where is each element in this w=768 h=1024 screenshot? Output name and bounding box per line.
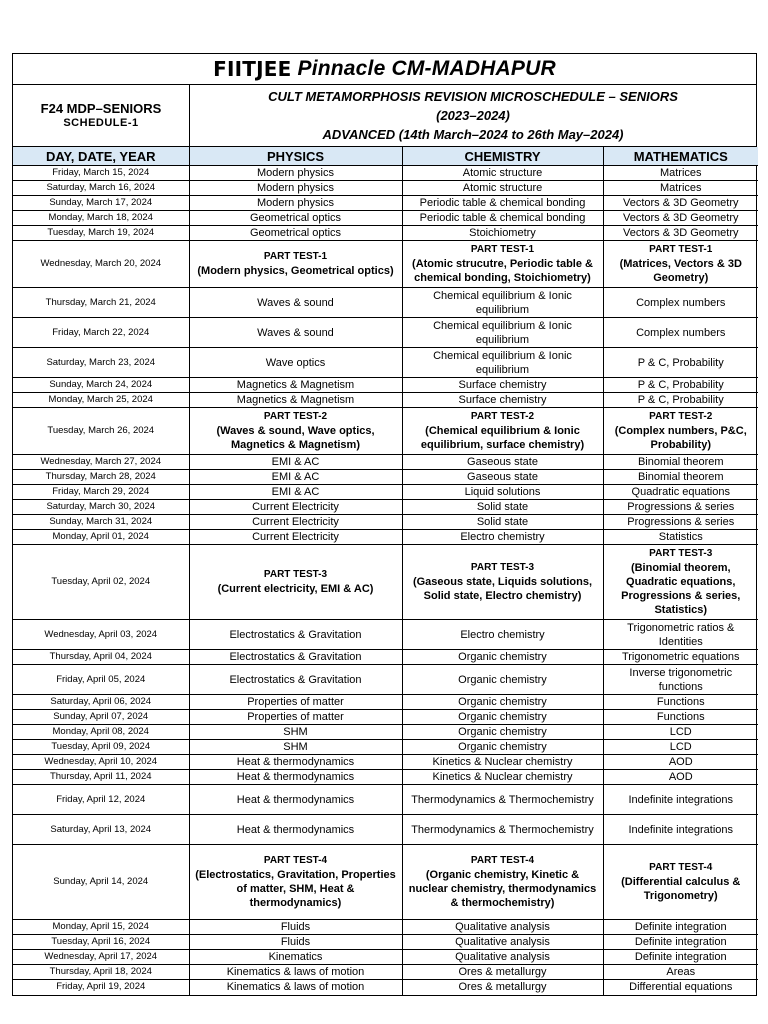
part-test-label: PART TEST-3 — [649, 548, 713, 559]
table-row — [13, 815, 758, 845]
part-test-label: PART TEST-4 — [263, 855, 328, 866]
physics-cell: SHM — [189, 725, 402, 740]
chemistry-cell — [402, 545, 603, 620]
part-test-label: PART TEST-2 — [263, 411, 328, 422]
math-cell: Definite integration — [603, 950, 758, 965]
column-header-date: DAY, DATE, YEAR — [13, 147, 189, 166]
physics-cell: EMI & AC — [189, 485, 402, 500]
date-cell: Friday, March 29, 2024 — [13, 485, 189, 500]
part-test-topics: (Complex numbers, P&C, Probability) — [614, 425, 747, 451]
academic-year: (2023–2024) — [436, 108, 510, 123]
math-cell: Matrices — [603, 166, 758, 181]
date-cell: Saturday, April 06, 2024 — [13, 695, 189, 710]
chemistry-cell: Chemical equilibrium & Ionic equilibrium — [402, 288, 603, 318]
physics-cell: Waves & sound — [189, 288, 402, 318]
part-test-topics: (Gaseous state, Liquids solutions, Solid state, Electro chemistry) — [412, 576, 593, 602]
math-cell: P & C, Probability — [603, 378, 758, 393]
date-cell: Wednesday, April 03, 2024 — [13, 620, 189, 650]
date-cell: Saturday, March 30, 2024 — [13, 500, 189, 515]
table-header-row — [13, 147, 758, 166]
date-cell: Monday, April 01, 2024 — [13, 530, 189, 545]
part-test-topics: (Current electricity, EMI & AC) — [217, 583, 374, 595]
part-test-label: PART TEST-4 — [649, 862, 713, 873]
part-test-topics: (Differential calculus & Trigonometry) — [621, 876, 741, 902]
physics-cell: Heat & thermodynamics — [189, 770, 402, 785]
physics-cell — [189, 408, 402, 455]
math-cell: Functions — [603, 710, 758, 725]
chemistry-cell — [402, 408, 603, 455]
math-cell: Vectors & 3D Geometry — [603, 211, 758, 226]
physics-cell: Heat & thermodynamics — [189, 755, 402, 770]
physics-cell: Modern physics — [189, 196, 402, 211]
date-cell: Thursday, April 18, 2024 — [13, 965, 189, 980]
chemistry-cell: Kinetics & Nuclear chemistry — [402, 755, 603, 770]
chemistry-cell: Gaseous state — [402, 470, 603, 485]
date-cell: Friday, April 19, 2024 — [13, 980, 189, 995]
math-cell: Matrices — [603, 181, 758, 196]
physics-cell: Current Electricity — [189, 515, 402, 530]
part-test-topics: (Electrostatics, Gravitation, Properties of matter, SHM, Heat & thermodynamics) — [195, 869, 396, 909]
table-row — [13, 393, 758, 408]
brand-name: FIITJEE — [213, 57, 292, 81]
physics-cell: Modern physics — [189, 166, 402, 181]
date-cell: Sunday, April 14, 2024 — [13, 845, 189, 920]
chemistry-cell: Stoichiometry — [402, 226, 603, 241]
part-test-topics: (Chemical equilibrium & Ionic equilibrium, surface chemistry) — [420, 425, 585, 451]
physics-cell: Heat & thermodynamics — [189, 785, 402, 815]
math-cell: Binomial theorem — [603, 470, 758, 485]
math-cell: Vectors & 3D Geometry — [603, 226, 758, 241]
schedule-rows — [13, 166, 758, 995]
physics-cell: Kinematics & laws of motion — [189, 965, 402, 980]
math-cell: AOD — [603, 770, 758, 785]
chemistry-cell: Solid state — [402, 515, 603, 530]
math-cell: Functions — [603, 695, 758, 710]
chemistry-cell: Liquid solutions — [402, 485, 603, 500]
math-cell: Progressions & series — [603, 500, 758, 515]
chemistry-cell: Organic chemistry — [402, 725, 603, 740]
date-cell: Wednesday, April 10, 2024 — [13, 755, 189, 770]
table-row — [13, 470, 758, 485]
chemistry-cell — [402, 845, 603, 920]
chemistry-cell: Atomic structure — [402, 181, 603, 196]
chemistry-cell: Organic chemistry — [402, 710, 603, 725]
math-cell — [603, 408, 758, 455]
math-cell: Trigonometric equations — [603, 650, 758, 665]
physics-cell: Geometrical optics — [189, 226, 402, 241]
date-cell: Wednesday, March 20, 2024 — [13, 241, 189, 288]
table-row — [13, 181, 758, 196]
table-row — [13, 348, 758, 378]
table-row — [13, 785, 758, 815]
chemistry-cell: Qualitative analysis — [402, 920, 603, 935]
math-cell: Areas — [603, 965, 758, 980]
part-test-row — [13, 545, 758, 620]
physics-cell: EMI & AC — [189, 455, 402, 470]
math-cell — [603, 845, 758, 920]
physics-cell: Electrostatics & Gravitation — [189, 650, 402, 665]
chemistry-cell: Ores & metallurgy — [402, 980, 603, 995]
math-cell: Differential equations — [629, 981, 733, 994]
chemistry-cell: Organic chemistry — [402, 695, 603, 710]
table-row — [13, 288, 758, 318]
table-row — [13, 725, 758, 740]
math-cell: P & C, Probability — [603, 393, 758, 408]
table-row — [13, 935, 758, 950]
part-test-label: PART TEST-3 — [470, 562, 535, 573]
table-row — [13, 378, 758, 393]
math-cell: Complex numbers — [603, 288, 758, 318]
document-title — [13, 54, 756, 85]
physics-cell: Wave optics — [189, 348, 402, 378]
batch-name: F24 MDP–SENIORS — [40, 100, 162, 116]
math-cell: P & C, Probability — [603, 348, 758, 378]
schedule-subheader — [13, 85, 756, 147]
part-test-topics: (Matrices, Vectors & 3D Geometry) — [619, 258, 742, 284]
table-row — [13, 965, 758, 980]
schedule-table — [13, 147, 758, 995]
part-test-topics: (Modern physics, Geometrical optics) — [197, 265, 394, 277]
physics-cell: Heat & thermodynamics — [189, 815, 402, 845]
table-row — [13, 196, 758, 211]
math-cell: Statistics — [603, 530, 758, 545]
physics-cell: Fluids — [189, 920, 402, 935]
chemistry-cell: Qualitative analysis — [402, 950, 603, 965]
schedule-name: CULT METAMORPHOSIS REVISION MICROSCHEDULE – SENIORS — [268, 89, 678, 104]
chemistry-cell: Solid state — [402, 500, 603, 515]
date-cell: Friday, March 22, 2024 — [13, 318, 189, 348]
math-cell: Progressions & series — [603, 515, 758, 530]
chemistry-cell: Ores & metallurgy — [402, 965, 603, 980]
date-cell: Saturday, March 16, 2024 — [13, 181, 189, 196]
column-header-chemistry: CHEMISTRY — [402, 147, 603, 166]
date-cell: Tuesday, April 09, 2024 — [13, 740, 189, 755]
chemistry-cell: Organic chemistry — [402, 665, 603, 695]
chemistry-cell: Periodic table & chemical bonding — [402, 211, 603, 226]
chemistry-cell: Surface chemistry — [402, 378, 603, 393]
date-cell: Tuesday, April 02, 2024 — [13, 545, 189, 620]
schedule-sheet — [12, 53, 757, 996]
part-test-topics: (Organic chemistry, Kinetic & nuclear chemistry, thermodynamics & thermochemistry) — [408, 869, 597, 909]
physics-cell: Electrostatics & Gravitation — [189, 620, 402, 650]
schedule-heading — [190, 85, 756, 146]
chemistry-cell: Chemical equilibrium & Ionic equilibrium — [402, 318, 603, 348]
part-test-label: PART TEST-1 — [263, 251, 328, 262]
physics-cell: Waves & sound — [189, 318, 402, 348]
part-test-topics: (Binomial theorem, Quadratic equations, Progressions & series, Statistics) — [621, 562, 741, 616]
table-row — [13, 166, 758, 181]
date-cell: Sunday, March 17, 2024 — [13, 196, 189, 211]
math-cell — [603, 241, 758, 288]
math-cell: Quadratic equations — [603, 485, 758, 500]
part-test-label: PART TEST-1 — [649, 244, 713, 255]
math-cell: Complex numbers — [603, 318, 758, 348]
physics-cell: Electrostatics & Gravitation — [189, 665, 402, 695]
part-test-topics: (Atomic strucutre, Periodic table & chemical bonding, Stoichiometry) — [412, 258, 593, 284]
batch-label — [13, 85, 190, 146]
date-cell: Tuesday, March 26, 2024 — [13, 408, 189, 455]
date-cell: Tuesday, March 19, 2024 — [13, 226, 189, 241]
part-test-row — [13, 845, 758, 920]
part-test-label: PART TEST-1 — [470, 244, 535, 255]
table-row — [13, 710, 758, 725]
schedule-range: ADVANCED (14th March–2024 to 26th May–2024) — [322, 127, 624, 142]
math-cell: Vectors & 3D Geometry — [603, 196, 758, 211]
column-header-physics: PHYSICS — [189, 147, 402, 166]
chemistry-cell: Organic chemistry — [402, 740, 603, 755]
date-cell: Wednesday, April 17, 2024 — [13, 950, 189, 965]
table-row — [13, 920, 758, 935]
date-cell: Monday, March 25, 2024 — [13, 393, 189, 408]
chemistry-cell: Electro chemistry — [402, 620, 603, 650]
physics-cell: Kinematics — [189, 950, 402, 965]
table-row — [13, 770, 758, 785]
physics-cell: Magnetics & Magnetism — [189, 378, 402, 393]
table-row — [13, 515, 758, 530]
date-cell: Sunday, March 24, 2024 — [13, 378, 189, 393]
physics-cell: Properties of matter — [189, 695, 402, 710]
part-test-label: PART TEST-4 — [470, 855, 535, 866]
table-row — [13, 650, 758, 665]
part-test-label: PART TEST-2 — [470, 411, 535, 422]
table-row — [13, 755, 758, 770]
date-cell: Friday, March 15, 2024 — [13, 166, 189, 181]
physics-cell: EMI & AC — [189, 470, 402, 485]
table-row — [13, 695, 758, 710]
physics-cell: SHM — [189, 740, 402, 755]
physics-cell — [189, 241, 402, 288]
table-row — [13, 211, 758, 226]
math-cell: LCD — [603, 740, 758, 755]
physics-cell: Properties of matter — [189, 710, 402, 725]
part-test-label: PART TEST-2 — [649, 411, 713, 422]
schedule-number: SCHEDULE-1 — [63, 116, 139, 129]
date-cell: Sunday, March 31, 2024 — [13, 515, 189, 530]
physics-cell: Magnetics & Magnetism — [189, 393, 402, 408]
date-cell: Saturday, March 23, 2024 — [13, 348, 189, 378]
table-row — [13, 226, 758, 241]
chemistry-cell: Kinetics & Nuclear chemistry — [402, 770, 603, 785]
date-cell: Thursday, March 21, 2024 — [13, 288, 189, 318]
date-cell: Monday, April 15, 2024 — [13, 920, 189, 935]
table-row — [13, 455, 758, 470]
part-test-label: PART TEST-3 — [263, 569, 328, 580]
date-cell: Monday, March 18, 2024 — [13, 211, 189, 226]
column-header-mathematics: MATHEMATICS — [603, 147, 758, 166]
math-cell: LCD — [603, 725, 758, 740]
chemistry-cell: Surface chemistry — [402, 393, 603, 408]
math-cell: Indefinite integrations — [603, 815, 758, 845]
table-row — [13, 740, 758, 755]
physics-cell: Current Electricity — [189, 500, 402, 515]
chemistry-cell: Thermodynamics & Thermochemistry — [402, 815, 603, 845]
physics-cell: Kinematics & laws of motion — [189, 980, 402, 995]
math-cell: Binomial theorem — [603, 455, 758, 470]
institute-name: Pinnacle CM-MADHAPUR — [297, 57, 556, 80]
date-cell: Monday, April 08, 2024 — [13, 725, 189, 740]
chemistry-cell: Electro chemistry — [402, 530, 603, 545]
physics-cell: Current Electricity — [189, 530, 402, 545]
physics-cell — [189, 545, 402, 620]
math-cell: Indefinite integrations — [603, 785, 758, 815]
date-cell: Thursday, March 28, 2024 — [13, 470, 189, 485]
chemistry-cell: Thermodynamics & Thermochemistry — [402, 785, 603, 815]
math-cell: Definite integration — [603, 920, 758, 935]
chemistry-cell: Chemical equilibrium & Ionic equilibrium — [402, 348, 603, 378]
table-row — [13, 620, 758, 650]
math-cell: AOD — [603, 755, 758, 770]
table-row — [13, 318, 758, 348]
date-cell: Thursday, April 11, 2024 — [13, 770, 189, 785]
physics-cell: Modern physics — [189, 181, 402, 196]
part-test-row — [13, 408, 758, 455]
chemistry-cell: Atomic structure — [402, 166, 603, 181]
table-row — [13, 530, 758, 545]
math-cell: Definite integration — [603, 935, 758, 950]
table-row — [13, 950, 758, 965]
date-cell: Sunday, April 07, 2024 — [13, 710, 189, 725]
chemistry-cell: Organic chemistry — [402, 650, 603, 665]
math-cell: Trigonometric ratios & Identities — [603, 620, 758, 650]
table-row — [13, 980, 758, 995]
date-cell: Tuesday, April 16, 2024 — [13, 935, 189, 950]
table-row — [13, 485, 758, 500]
chemistry-cell: Gaseous state — [402, 455, 603, 470]
math-cell — [603, 545, 758, 620]
math-cell: Inverse trigonometric functions — [603, 665, 758, 695]
part-test-topics: (Waves & sound, Wave optics, Magnetics & Magnetism) — [216, 425, 375, 451]
date-cell: Friday, April 05, 2024 — [13, 665, 189, 695]
chemistry-cell: Periodic table & chemical bonding — [402, 196, 603, 211]
physics-cell — [189, 845, 402, 920]
table-row — [13, 665, 758, 695]
date-cell: Wednesday, March 27, 2024 — [13, 455, 189, 470]
date-cell: Saturday, April 13, 2024 — [13, 815, 189, 845]
part-test-row — [13, 241, 758, 288]
chemistry-cell: Qualitative analysis — [402, 935, 603, 950]
chemistry-cell — [402, 241, 603, 288]
date-cell: Friday, April 12, 2024 — [13, 785, 189, 815]
physics-cell: Geometrical optics — [189, 211, 402, 226]
table-row — [13, 500, 758, 515]
date-cell: Thursday, April 04, 2024 — [13, 650, 189, 665]
physics-cell: Fluids — [189, 935, 402, 950]
